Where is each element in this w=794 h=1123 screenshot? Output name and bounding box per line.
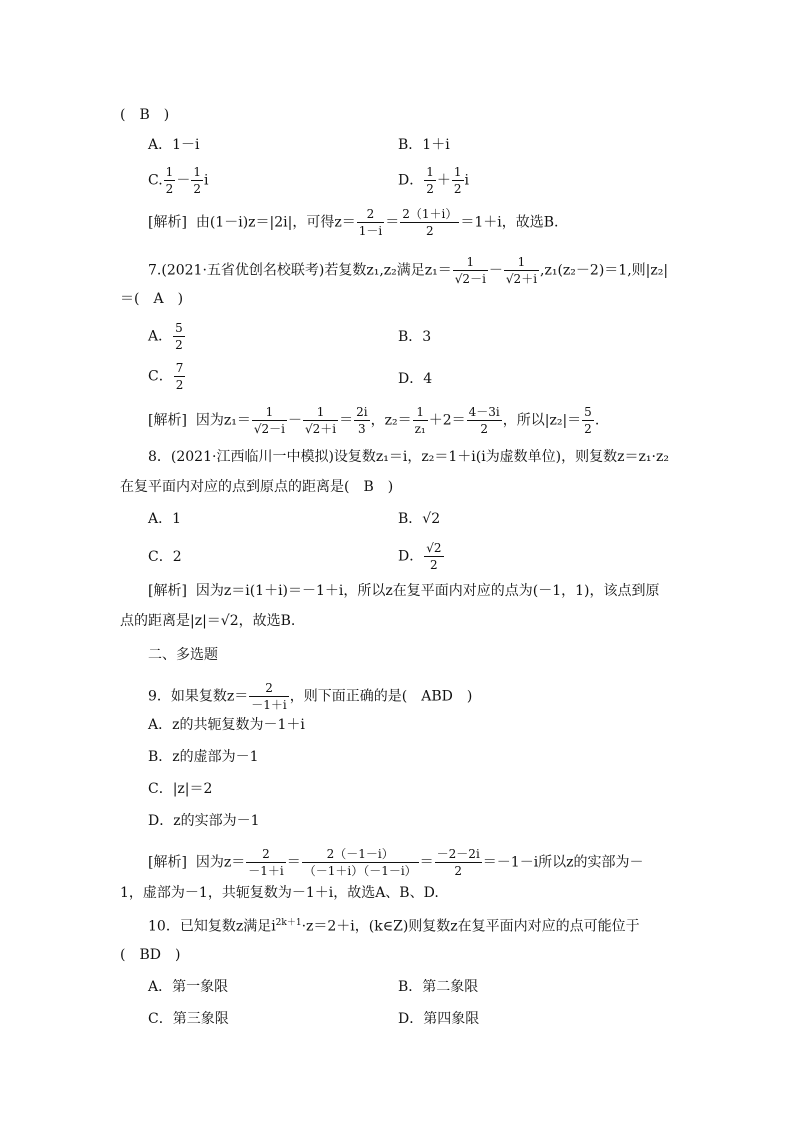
- q8-stem-cont: 在复平面内对应的点到原点的距离是( B ): [120, 479, 394, 495]
- fraction: [252, 404, 287, 437]
- fraction: [302, 846, 419, 879]
- q7-option-b: B．3: [398, 329, 432, 345]
- q6-option-b: B．1＋i: [398, 137, 450, 153]
- q8-solution-cont: 点的距离是|z|＝√2，故选B.: [120, 613, 296, 629]
- solution-tag: [解析]: [148, 854, 187, 871]
- numerator: 7: [175, 361, 184, 375]
- q8-option-a: A．1: [148, 511, 182, 527]
- solution-text: 因为z＝i(1＋i)＝－1＋i，所以z在复平面内对应的点为(－1，1)，该点到原: [195, 583, 660, 599]
- fraction: [504, 254, 539, 287]
- question-text: ,z₁(z₂－2)＝1,则|z₂|: [540, 262, 669, 279]
- numerator: 2（1＋i）: [402, 207, 458, 221]
- denominator: 2: [175, 378, 184, 392]
- denominator: 2: [193, 182, 201, 196]
- solution-text: 由(1－i)z＝|2i|，可得z＝: [195, 214, 356, 231]
- denominator: z₁: [414, 422, 426, 436]
- q6-option-c: [148, 164, 208, 197]
- section-heading: 二、多选题: [148, 647, 218, 663]
- solution-text: 因为z₁＝: [195, 412, 251, 429]
- option-label: C．: [148, 368, 173, 385]
- solution-text: ＝－1－i所以z的实部为－: [482, 854, 644, 871]
- denominator: 2: [480, 422, 489, 436]
- q9-solution-cont: 1，虚部为－1，共轭复数为－1＋i，故选A、B、D.: [120, 885, 439, 901]
- fraction: [357, 206, 384, 239]
- fraction: [413, 404, 428, 437]
- q9-solution: [148, 846, 644, 879]
- solution-text: ，所以|z₂|＝: [502, 412, 582, 429]
- fraction: [435, 846, 482, 879]
- question-text: ·z＝2＋i，(k∈Z)则复数z在复平面内对应的点可能位于: [301, 918, 640, 935]
- question-text: 10．已知复数z满足i: [148, 918, 276, 935]
- equals-sign: ＝: [339, 412, 354, 429]
- numerator: 1: [165, 165, 174, 179]
- denominator: 2: [584, 422, 592, 436]
- q7-option-c: [148, 360, 186, 393]
- denominator: √2－i: [253, 422, 285, 436]
- numerator: 2: [246, 846, 285, 863]
- solution-tag: [解析]: [148, 412, 187, 429]
- fraction: [424, 540, 443, 573]
- numerator: 1: [193, 165, 201, 179]
- denominator: √2＋i: [304, 422, 337, 436]
- question-text: ，则下面正确的是( ABD ): [289, 688, 473, 705]
- fraction: [424, 164, 436, 197]
- solution-text: ＝1＋i，故选B.: [460, 214, 559, 231]
- solution-text: ，z₂＝: [370, 412, 412, 429]
- solution-text: ＋2＝: [428, 412, 466, 429]
- q6-option-d-label: D．: [398, 172, 424, 189]
- q10-option-a: A．第一象限: [148, 979, 229, 995]
- fraction: [174, 360, 186, 393]
- denominator: 2: [425, 224, 434, 238]
- numerator: 2（－1－i）: [302, 846, 419, 863]
- denominator: √2－i: [454, 272, 486, 286]
- option-label: D．: [398, 548, 424, 565]
- exponent: 2k＋1: [275, 918, 302, 928]
- numerator: 2i: [356, 405, 368, 419]
- imag-unit: i: [464, 172, 469, 189]
- fraction: [191, 164, 203, 197]
- minus-sign: －: [287, 412, 302, 429]
- q10-stem: [148, 914, 640, 936]
- q8-option-d: [398, 540, 445, 573]
- fraction: [249, 680, 288, 713]
- fraction: [246, 846, 285, 879]
- fraction: [467, 404, 502, 437]
- q10-option-b: B．第二象限: [398, 979, 479, 995]
- q7-option-d: D．4: [398, 371, 433, 387]
- fraction: [303, 404, 338, 437]
- q8-option-c: C．2: [148, 549, 182, 565]
- equals-sign: ＝: [286, 854, 301, 871]
- denominator: 2: [175, 338, 183, 352]
- q10-option-d: D．第四象限: [398, 1011, 480, 1027]
- q6-answer: ( B ): [120, 107, 170, 123]
- option-label: A．: [148, 328, 173, 345]
- minus-sign: －: [176, 172, 191, 189]
- numerator: 1: [413, 404, 428, 421]
- fraction: [453, 254, 488, 287]
- q9-option-a: A．z的共轭复数为－1＋i: [148, 717, 305, 733]
- q6-solution: [148, 206, 558, 239]
- q10-option-c: C．第三象限: [148, 1011, 229, 1027]
- q7-option-a: [148, 320, 186, 353]
- question-text: 9．如果复数z＝: [148, 688, 249, 705]
- numerator: 1: [453, 254, 488, 271]
- fraction: [173, 320, 185, 353]
- q8-stem: 8．(2021·江西临川一中模拟)设复数z₁＝i，z₂＝1＋i(i为虚数单位)，则复数z＝z₁·z₂: [148, 449, 669, 465]
- fraction: [582, 404, 594, 437]
- plus-sign: ＋: [436, 172, 451, 189]
- equals-sign: ＝: [385, 214, 400, 231]
- denominator: －1＋i: [251, 698, 287, 712]
- numerator: 1: [453, 165, 462, 179]
- question-text: 7.(2021·五省优创名校联考)若复数z₁,z₂满足z₁＝: [148, 262, 452, 279]
- numerator: √2: [426, 541, 442, 555]
- denominator: （－1＋i）（－1－i）: [303, 864, 417, 878]
- equals-sign: ＝: [419, 854, 434, 871]
- q8-option-b: B．√2: [398, 511, 441, 527]
- solution-tag: [解析]: [148, 583, 187, 599]
- q9-option-b: B．z的虚部为－1: [148, 749, 259, 765]
- numerator: 1: [426, 165, 434, 179]
- q7-solution: [148, 404, 599, 437]
- denominator: 1－i: [358, 224, 383, 238]
- imag-unit: i: [203, 172, 209, 189]
- solution-text: .: [594, 412, 600, 429]
- q10-answer: ( BD ): [120, 947, 181, 963]
- denominator: 2: [454, 864, 463, 878]
- q9-option-d: D．z的实部为－1: [148, 813, 260, 829]
- denominator: 2: [165, 182, 174, 196]
- q7-stem: [148, 254, 668, 287]
- denominator: －1＋i: [248, 864, 284, 878]
- fraction: [452, 164, 464, 197]
- q9-option-c: C．|z|＝2: [148, 781, 213, 797]
- numerator: 2: [249, 680, 288, 697]
- minus-sign: －: [488, 262, 503, 279]
- denominator: √2＋i: [505, 272, 538, 286]
- solution-tag: [解析]: [148, 214, 187, 231]
- fraction: [354, 404, 369, 437]
- numerator: －2－2i: [436, 847, 480, 861]
- solution-text: 因为z＝: [195, 854, 246, 871]
- numerator: 1: [504, 254, 539, 271]
- denominator: 2: [453, 182, 462, 196]
- denominator: 3: [358, 422, 366, 436]
- denominator: 2: [430, 558, 438, 572]
- q6-option-d: [398, 164, 469, 197]
- fraction: [164, 164, 176, 197]
- q7-answer: ＝( A ): [120, 291, 184, 307]
- numerator: 2: [357, 206, 384, 223]
- numerator: 4－3i: [468, 405, 500, 419]
- denominator: 2: [426, 182, 434, 196]
- numerator: 5: [175, 321, 183, 335]
- fraction: [400, 206, 459, 239]
- q8-solution: [148, 582, 660, 600]
- q9-stem: [148, 680, 472, 713]
- q6-option-c-label: C.: [148, 172, 163, 189]
- numerator: 1: [252, 404, 287, 421]
- q6-option-a: A．1－i: [148, 137, 200, 153]
- numerator: 5: [584, 405, 592, 419]
- numerator: 1: [303, 404, 338, 421]
